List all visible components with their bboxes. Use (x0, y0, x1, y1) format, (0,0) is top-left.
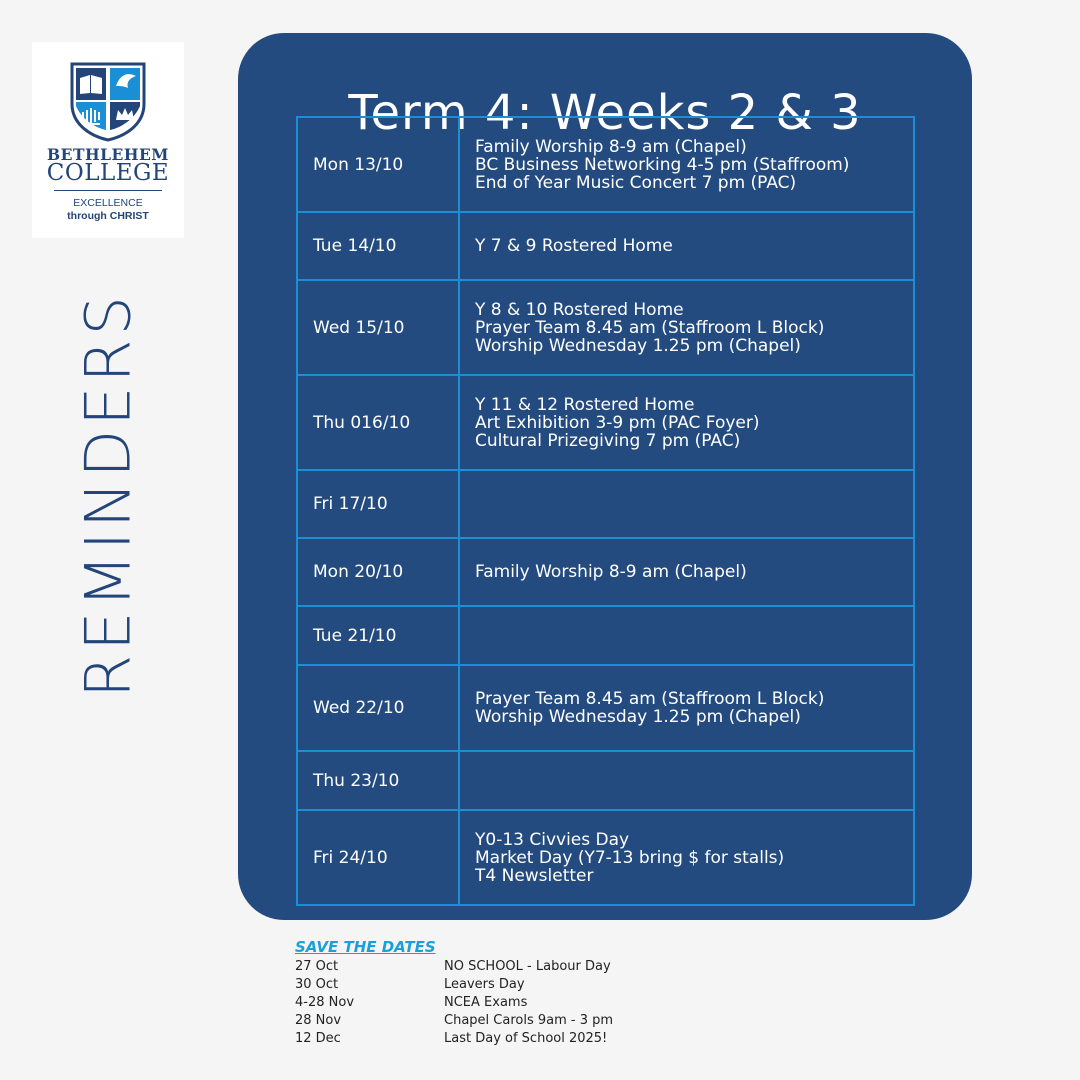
schedule-events (459, 810, 914, 905)
schedule-row (297, 751, 914, 810)
schedule-events (459, 212, 914, 280)
save-date-event: Leavers Day (444, 977, 525, 992)
save-date-row (295, 1030, 795, 1048)
save-date-event: Last Day of School 2025! (444, 1031, 608, 1046)
schedule-event: Y0-13 Civvies Day (475, 829, 630, 850)
schedule-events (459, 375, 914, 470)
save-date-date: 28 Nov (295, 1013, 342, 1028)
schedule-event: BC Business Networking 4-5 pm (Staffroom) (475, 154, 850, 175)
schedule-row (297, 665, 914, 751)
schedule-row (297, 810, 914, 905)
schedule-row (297, 538, 914, 606)
schedule-day: Tue 21/10 (297, 606, 459, 665)
schedule-events (459, 280, 914, 375)
logo-tagline-line1: EXCELLENCE (73, 197, 143, 209)
schedule-events (459, 751, 914, 810)
schedule-event: Family Worship 8-9 am (Chapel) (475, 136, 747, 157)
schedule-day: Thu 23/10 (297, 751, 459, 810)
schedule-day: Fri 24/10 (297, 810, 459, 905)
schedule-event: Family Worship 8-9 am (Chapel) (475, 562, 747, 582)
schedule-row (297, 117, 914, 212)
logo-divider (54, 190, 162, 191)
schedule-row (297, 280, 914, 375)
save-date-event: Chapel Carols 9am - 3 pm (444, 1013, 614, 1028)
schedule-event: Art Exhibition 3-9 pm (PAC Foyer) (475, 412, 760, 433)
schedule-event: Y 11 & 12 Rostered Home (475, 394, 695, 415)
schedule-day: Thu 016/10 (297, 375, 459, 470)
logo-name-line1: BETHLEHEM (47, 145, 169, 164)
schedule-events (459, 538, 914, 606)
save-date-date: 12 Dec (295, 1031, 341, 1046)
save-date-row (295, 994, 795, 1012)
schedule-event: Y 7 & 9 Rostered Home (475, 236, 673, 256)
schedule-day: Mon 20/10 (297, 538, 459, 606)
save-date-date: 4-28 Nov (295, 995, 355, 1010)
schedule-event: Y 8 & 10 Rostered Home (475, 299, 684, 320)
schedule-events (459, 606, 914, 665)
schedule-day: Tue 14/10 (297, 212, 459, 280)
schedule-row (297, 606, 914, 665)
schedule-event: Cultural Prizegiving 7 pm (PAC) (475, 430, 741, 451)
schedule-row (297, 212, 914, 280)
shield-crest-icon (68, 60, 148, 142)
logo-tagline-line2: through CHRIST (67, 210, 149, 222)
college-logo (32, 42, 184, 238)
save-date-row (295, 976, 795, 994)
schedule-day: Wed 22/10 (297, 665, 459, 751)
page-title: Term 4: Weeks 2 & 3 (348, 85, 862, 141)
logo-name-line2: COLLEGE (46, 160, 170, 186)
save-date-date: 30 Oct (295, 977, 339, 992)
schedule-event: Worship Wednesday 1.25 pm (Chapel) (475, 707, 801, 727)
schedule-event: Market Day (Y7-13 bring $ for stalls) (475, 847, 785, 868)
save-date-event: NO SCHOOL - Labour Day (444, 959, 611, 974)
save-the-dates-title: SAVE THE DATES (295, 938, 436, 956)
save-date-event: NCEA Exams (444, 995, 528, 1010)
schedule-event: Prayer Team 8.45 am (Staffroom L Block) (475, 317, 825, 338)
schedule-day: Mon 13/10 (297, 117, 459, 212)
save-the-dates-section (295, 938, 795, 1048)
schedule-day: Wed 15/10 (297, 280, 459, 375)
schedule-row (297, 470, 914, 538)
schedule-table (296, 116, 915, 906)
schedule-event: Worship Wednesday 1.25 pm (Chapel) (475, 335, 801, 356)
schedule-event: T4 Newsletter (475, 865, 594, 886)
schedule-events (459, 470, 914, 538)
save-date-row (295, 958, 795, 976)
schedule-events (459, 665, 914, 751)
schedule-events (459, 117, 914, 212)
save-date-date: 27 Oct (295, 959, 339, 974)
schedule-event: Prayer Team 8.45 am (Staffroom L Block) (475, 689, 825, 709)
schedule-event: End of Year Music Concert 7 pm (PAC) (475, 172, 797, 193)
schedule-day: Fri 17/10 (297, 470, 459, 538)
schedule-row (297, 375, 914, 470)
side-label-reminders: REMINDERS (71, 292, 145, 698)
save-date-row (295, 1012, 795, 1030)
